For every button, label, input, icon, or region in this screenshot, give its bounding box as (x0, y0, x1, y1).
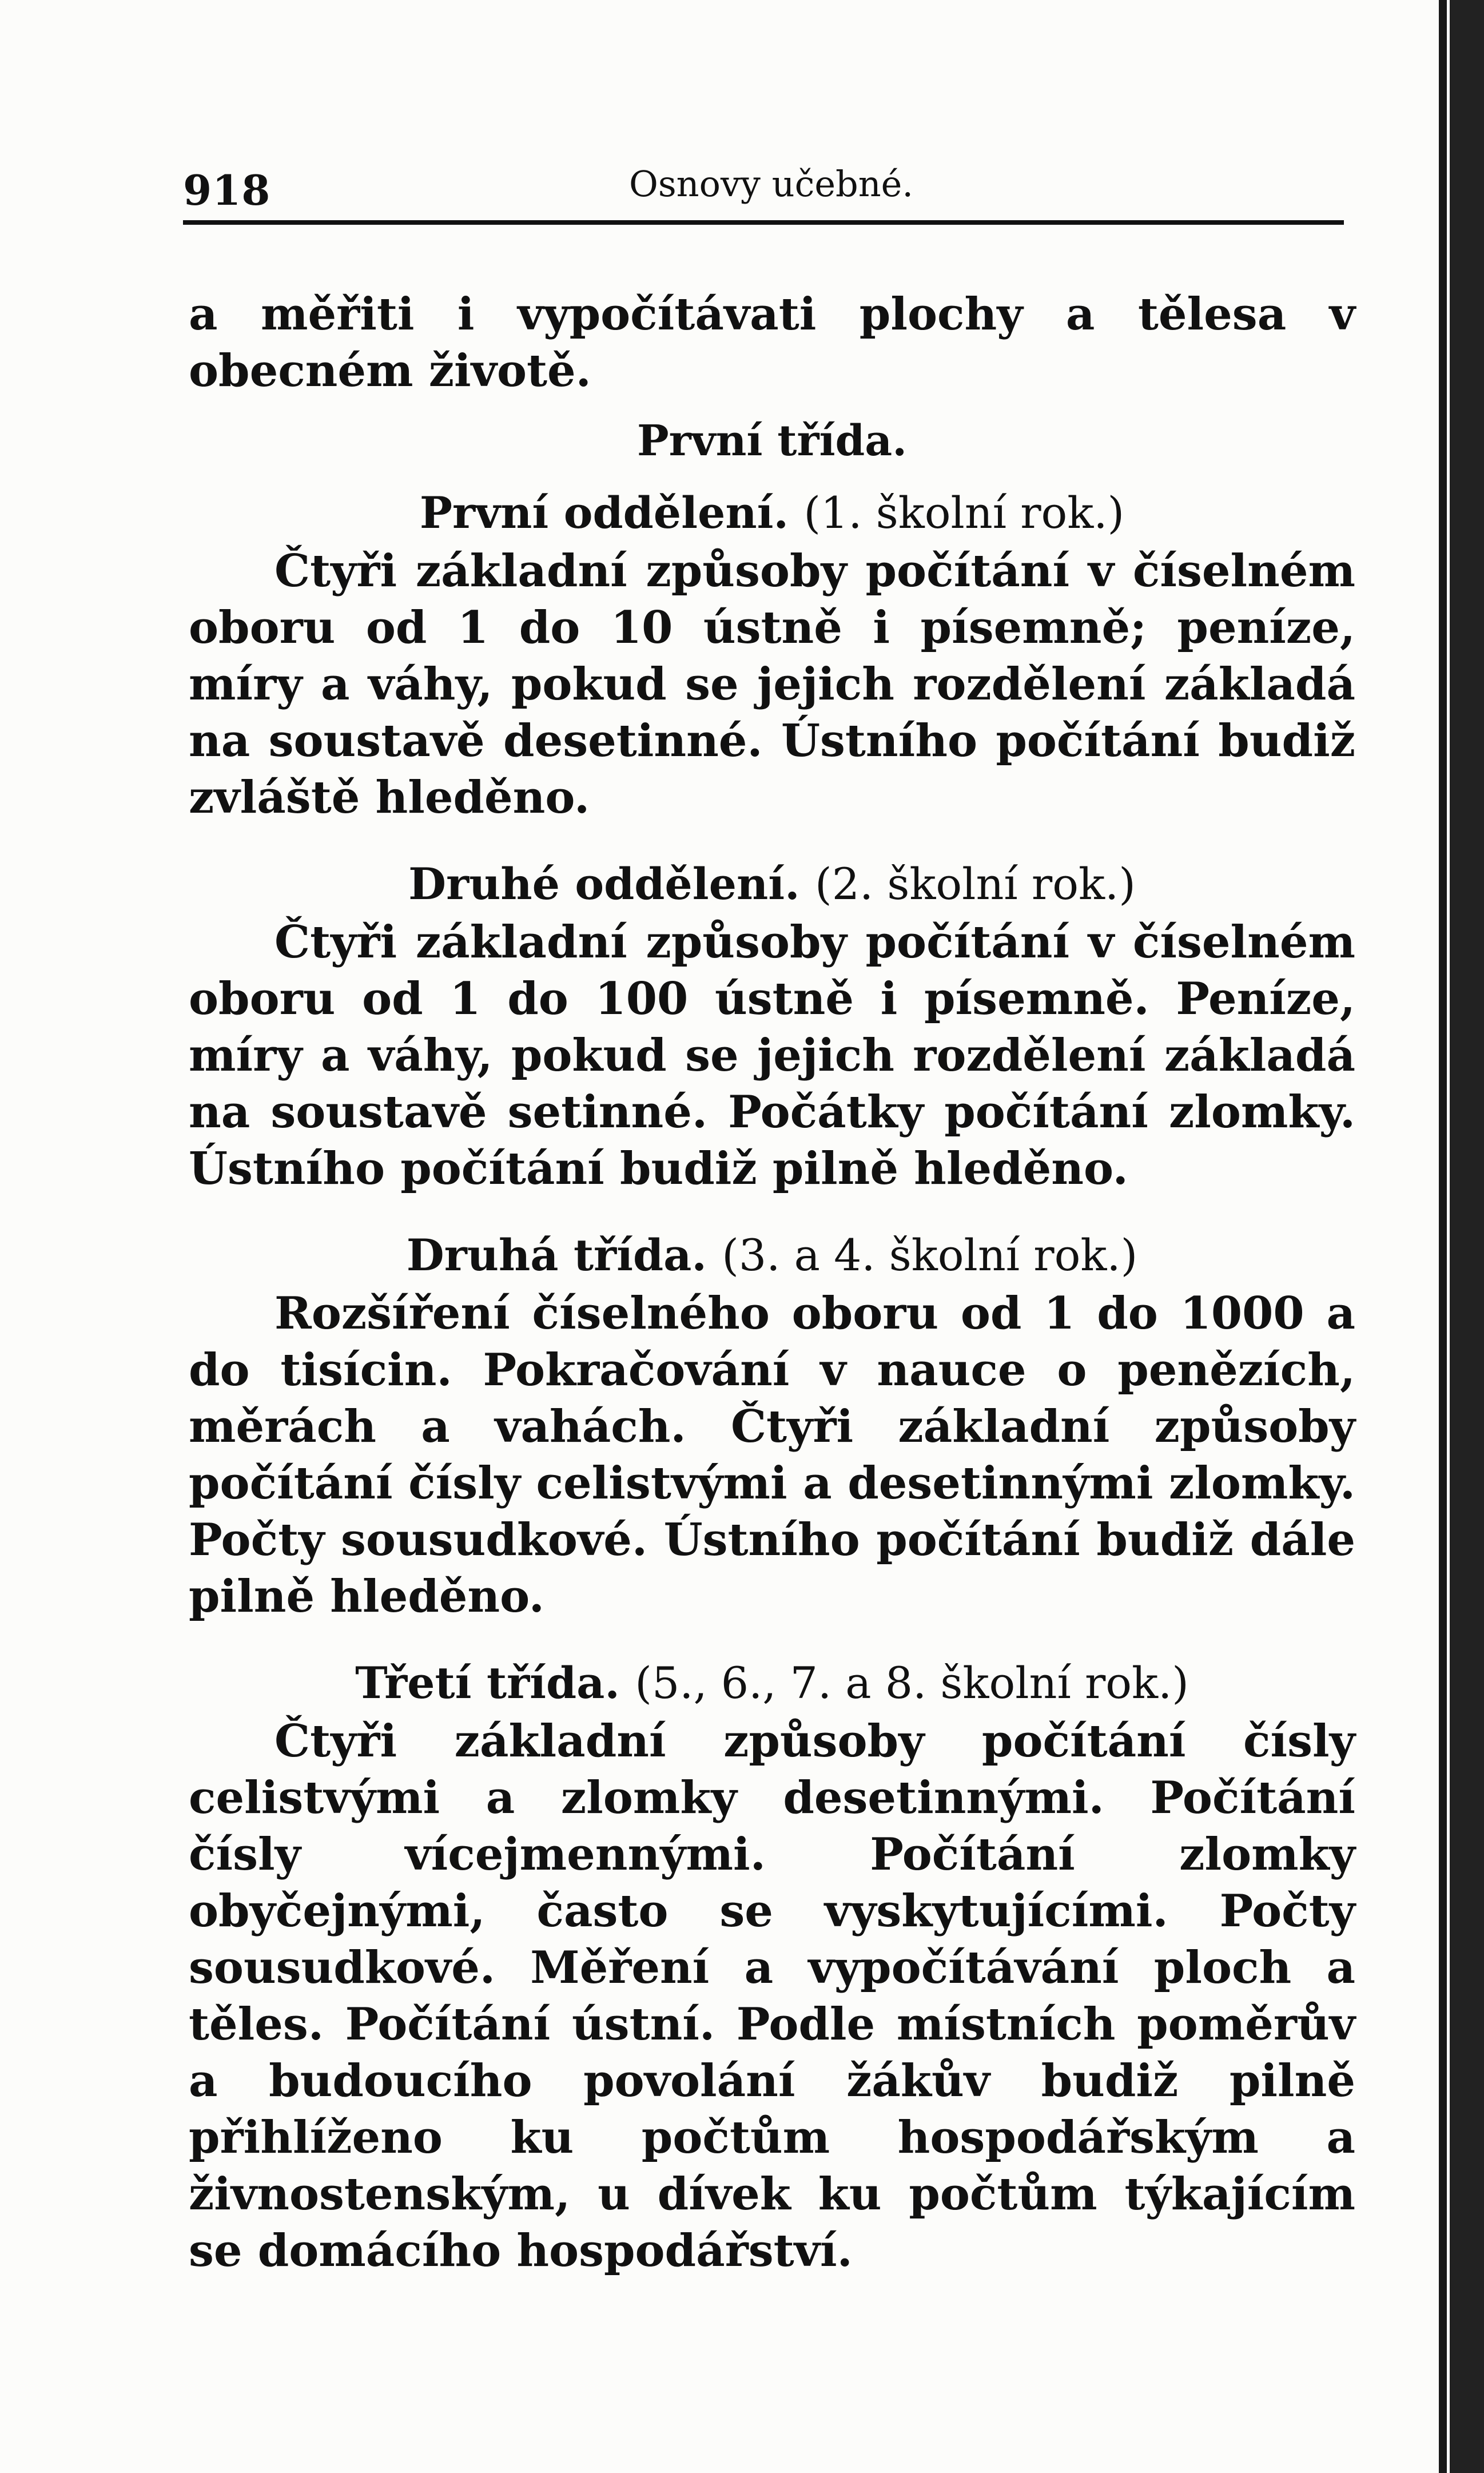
class1-heading: První třída. (636, 416, 908, 466)
class2-paragraph: Rozšíření číselného oboru od 1 do 1000 a do tisícin. Pokračování v nauce o penězích, měrách a vahách. Čtyři základní způsoby počítání čísly celistvými a desetinnými zlomky. Počty sousudkové. Ústního počítání budiž dále pilně hleděno. (189, 1287, 1355, 1623)
intro-paragraph: a měřiti i vypočítávati plochy a tělesa v obecném životě. (189, 288, 1355, 397)
class1-sec2-title: Druhé oddělení. (408, 858, 800, 909)
class1-sec1-paragraph: Čtyři základní způsoby počítání v číselném oboru od 1 do 10 ústně i písemně; peníze, míry a váhy, pokud se jejich rozdělení základá na soustavě desetinné. Ústního počítání budiž zvláště hleděno. (189, 545, 1355, 824)
class1-sec2-heading (189, 854, 1355, 914)
page-body (189, 286, 1355, 2279)
class1-sec1-title: První oddělení. (419, 487, 789, 538)
class1-sec2-paragraph: Čtyři základní způsoby počítání v číselném oboru od 1 do 100 ústně i písemně. Peníze, míry a váhy, pokud se jejich rozdělení základá na soustavě setinné. Počátky počítání zlomky. Ústního počítání budiž pilně hleděno. (189, 916, 1355, 1195)
page-header (183, 154, 1344, 217)
page-edge-shadow (1450, 0, 1484, 2473)
running-title: Osnovy učebné. (629, 163, 914, 205)
class3-heading (189, 1653, 1355, 1713)
header-rule (183, 220, 1344, 225)
class2-heading (189, 1226, 1355, 1285)
page-number: 918 (183, 166, 271, 214)
class2-title: Druhá třída. (406, 1230, 707, 1281)
class3-title: Třetí třída. (355, 1657, 620, 1708)
class3-note: (5., 6., 7. a 8. školní rok.) (635, 1657, 1189, 1708)
class3-paragraph: Čtyři základní způsoby počítání čísly celistvými a zlomky desetinnými. Počítání čísly vícejmennými. Počítání zlomky obyčejnými, často se vyskytujícími. Počty sousudkové. Měření a vypočítávání ploch a těles. Počítání ústní. Podle místních poměrův a budoucího povolání žákův budiž pilně přihlíženo ku počtům hospodářským a živnostenským, u dívek ku počtům týkajícím se domácího hospodářství. (189, 1715, 1355, 2277)
class1-sec1-heading (189, 483, 1355, 543)
class2-note: (3. a 4. školní rok.) (722, 1230, 1138, 1281)
class1-sec1-note: (1. školní rok.) (803, 487, 1125, 538)
class1-sec2-note: (2. školní rok.) (815, 858, 1136, 909)
